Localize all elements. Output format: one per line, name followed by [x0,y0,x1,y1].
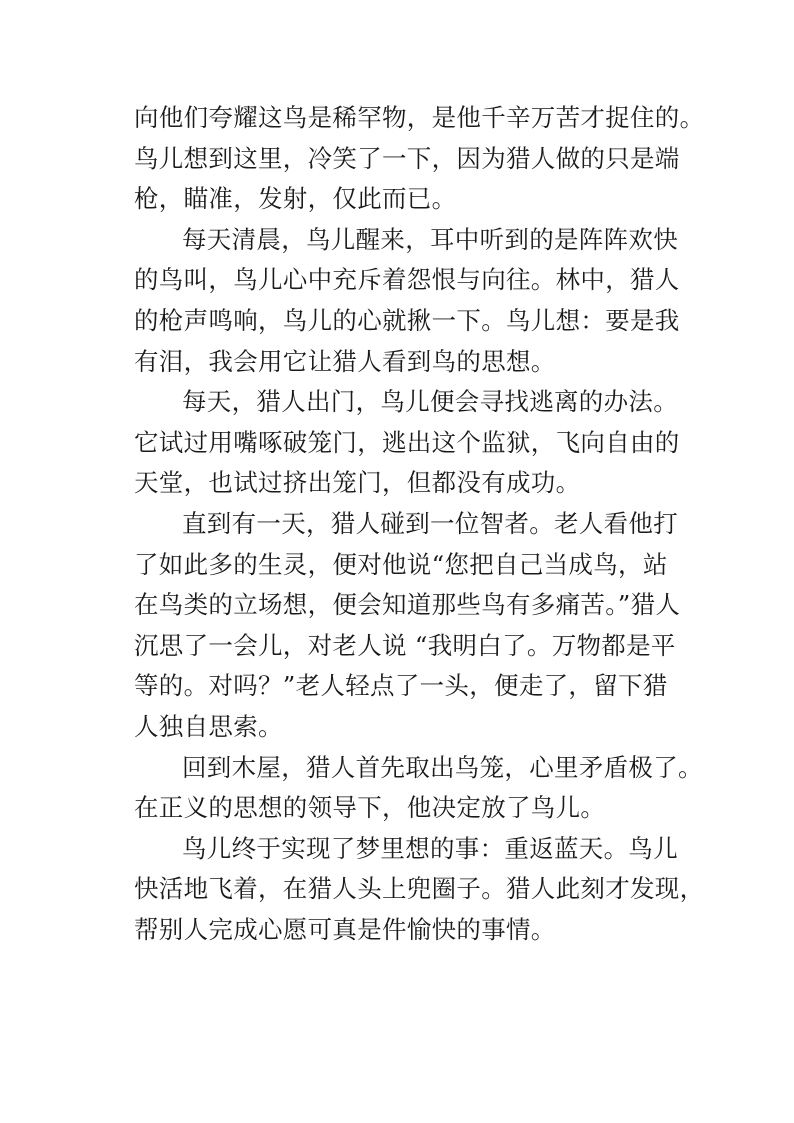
text-line-5: 的鸟叫，鸟儿心中充斥着怨恨与向往。林中，猎人 [134,265,680,295]
text-line-14: 沉思了一会儿，对老人说 “我明白了。万物都是平 [134,630,676,660]
text-line-7: 有泪，我会用它让猎人看到鸟的思想。 [134,346,556,376]
text-line-13: 在鸟类的立场想，便会知道那些鸟有多痛苦。”猎人 [134,590,681,620]
text-line-9: 它试过用嘴啄破笼门，逃出这个监狱，飞向自由的 [134,427,680,457]
text-line-20: 快活地飞着，在猎人头上兜圈子。猎人此刻才发现， [134,874,705,904]
text-line-17: 回到木屋，猎人首先取出鸟笼，心里矛盾极了。 [182,752,703,782]
text-line-3: 枪，瞄准，发射，仅此而已。 [134,184,457,214]
text-line-6: 的枪声鸣响，鸟儿的心就揪一下。鸟儿想：要是我 [134,305,680,335]
text-line-15: 等的。对吗？”老人轻点了一头，便走了，留下猎 [134,671,668,701]
text-line-8: 每天，猎人出门，鸟儿便会寻找逃离的办法。 [182,387,678,417]
text-line-11: 直到有一天，猎人碰到一位智者。老人看他打 [182,508,678,538]
text-line-10: 天堂，也试过挤出笼门，但都没有成功。 [134,468,581,498]
story-text [134,98,705,950]
text-line-4: 每天清晨，鸟儿醒来，耳中听到的是阵阵欢快 [182,224,678,254]
text-line-2: 鸟儿想到这里，冷笑了一下，因为猎人做的只是端 [134,143,680,173]
text-line-1: 向他们夸耀这鸟是稀罕物，是他千辛万苦才捉住的。 [134,103,705,132]
text-line-16: 人独自思索。 [134,711,283,741]
text-line-18: 在正义的思想的领导下，他决定放了鸟儿。 [134,793,606,823]
text-line-21: 帮别人完成心愿可真是件愉快的事情。 [134,914,556,944]
text-line-19: 鸟儿终于实现了梦里想的事：重返蓝天。鸟儿 [182,833,678,863]
text-line-12: 了如此多的生灵，便对他说“您把自己当成鸟，站 [134,549,668,579]
